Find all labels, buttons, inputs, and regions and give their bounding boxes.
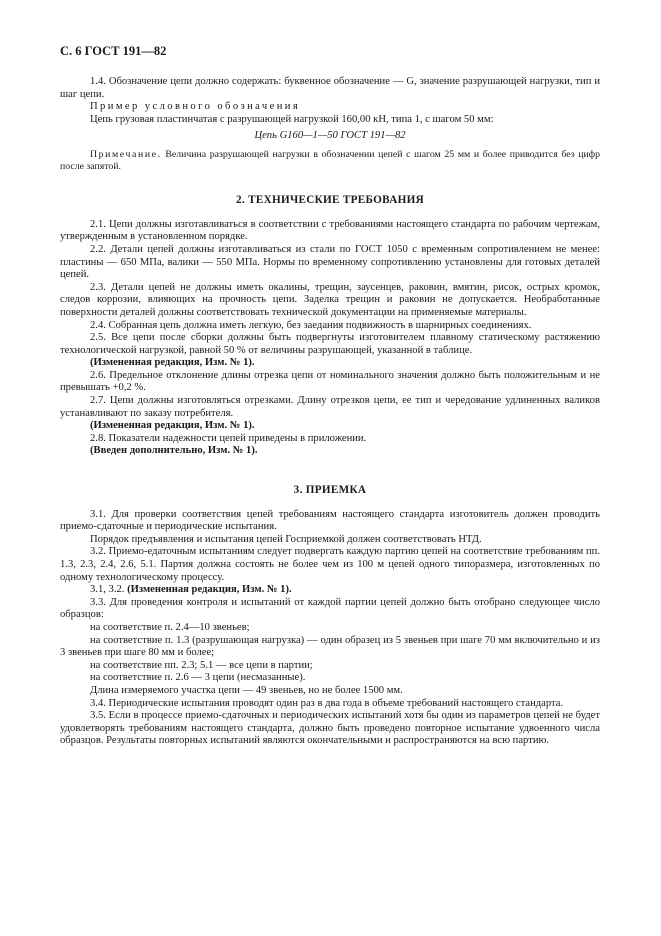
sample-item: на соответствие п. 2.6 — 3 цепи (несмазанные). (90, 672, 306, 684)
paragraph-2-8: 2.8. Показатели надежности цепей приведены в приложении. (90, 432, 367, 444)
paragraph-2-5: 2.5. Все цепи после сборки должны быть подвергнуты изготовителем плавному статическому растяжению технологической нагрузкой, равной 50 % от величины разрушающей, указанной в таблице. (60, 332, 600, 356)
page-header: С. 6 ГОСТ 191—82 (60, 44, 167, 58)
revision-note: (Измененная редакция, Изм. № 1). (90, 357, 255, 369)
example-label: Пример условного обозначения (90, 101, 301, 113)
paragraph-1-4: 1.4. Обозначение цепи должно содержать: буквенное обозначение — G, значение разрушающей нагрузки, тип и шаг цепи. (60, 76, 600, 100)
paragraph-2-1: 2.1. Цепи должны изготавливаться в соответствии с требованиями настоящего стандарта по рабочим чертежам, утвержденным в установленном порядке. (60, 218, 600, 243)
paragraph-2-7: 2.7. Цепи должны изготовляться отрезками. Длину отрезков цепи, ее тип и чередование удлиненных валиков устанавливают по заказу потребителя. (60, 395, 600, 419)
paragraph-3-2: 3.2. Приемо-едаточным испытаниям следует подвергать каждую партию цепей на соответствие требованиям пп. 1.3, 2.3, 2.4, 2.6, 5.1. Партия должна состоять не более чем из 100 м цепей одного типоразмера, изготовленных по одному технологическому процессу. (60, 546, 600, 583)
section-3-title: 3. ПРИЕМКА (293, 484, 367, 497)
note-text: Величина разрушающей нагрузки в обозначении цепей с шагом 25 мм и более приводится без цифр после запятой. (60, 148, 600, 172)
revision-note: (Измененная редакция, Изм. № 1). (90, 420, 255, 432)
paragraph-3-1: 3.1. Для проверки соответствия цепей требованиям настоящего стандарта изготовитель должен проводить приемо-сдаточные и периодические испытания. (60, 508, 600, 533)
paragraph-2-4: 2.4. Собранная цепь должна иметь легкую, без заедания подвижность в шарнирных соединениях. (90, 319, 532, 331)
paragraph-2-3: 2.3. Детали цепей не должны иметь окалины, трещин, заусенцев, раковин, вмятин, рисок, острых кромок, следов коррозии, влияющих на прочность цепи. Заделка трещин и раковин не допускается. Необработанные поверхности деталей должны соответствовать технической документации на применяемые материалы. (60, 281, 600, 318)
paragraph-3-1-3-2-revision (60, 584, 600, 597)
addition-note: (Введен дополнительно, Изм. № 1). (90, 445, 258, 457)
note (60, 149, 600, 172)
sample-item: на соответствие п. 2.4—10 звеньев; (90, 621, 250, 633)
sample-item: на соответствие пп. 2.3; 5.1 — все цепи в партии; (90, 659, 313, 671)
document-body (60, 76, 600, 748)
paragraph-2-2: 2.2. Детали цепей должны изготавливаться из стали по ГОСТ 1050 с временным сопротивлением не менее: пластины — 650 МПа, валики — 550 МПа. Нормы по временному сопротивлению установлены для готовых деталей цепей. (60, 243, 600, 281)
paragraph-2-6: 2.6. Предельное отклонение длины отрезка цепи от номинального значения должно быть положительным и не превышать +0,2 %. (60, 369, 600, 394)
paragraph-3-3: 3.3. Для проведения контроля и испытаний от каждой партии цепей должно быть отобрано следующее число образцов: (60, 596, 600, 621)
paragraph-3-5: 3.5. Если в процессе приемо-сдаточных и периодических испытаний хотя бы один из параметров цепей не будет удовлетворять требованиям настоящего стандарта, должно быть проведено повторное испытание удвоенного числа образцов. Результаты повторных испытаний являются окончательными и распространяются на всю партию. (60, 710, 600, 747)
paragraph-3-1b: Порядок предъявления и испытания цепей Госприемкой должен соответствовать НТД. (90, 533, 482, 545)
example-text: Цепь грузовая пластинчатая с разрушающей нагрузкой 160,00 кН, типа 1, с шагом 50 мм: (90, 113, 494, 125)
revision-number: 3.1, 3.2. (90, 584, 128, 596)
paragraph-3-4: 3.4. Периодические испытания проводят один раз в два года в объеме требований настоящего стандарта. (90, 697, 564, 709)
example-designation: Цепь G160—1—50 ГОСТ 191—82 (254, 130, 406, 142)
revision-note: (Измененная редакция, Изм. № 1). (127, 584, 292, 596)
sample-item: на соответствие п. 1.3 (разрушающая нагрузка) — один образец из 5 звеньев при шаге 70 мм включительно и из 3 звеньев при шаге 80 мм и более; (60, 634, 600, 659)
section-2-title: 2. ТЕХНИЧЕСКИЕ ТРЕБОВАНИЯ (235, 194, 425, 207)
note-label: Примечание. (90, 148, 162, 160)
sample-item: Длина измеряемого участка цепи — 49 звеньев, но не более 1500 мм. (90, 684, 403, 696)
